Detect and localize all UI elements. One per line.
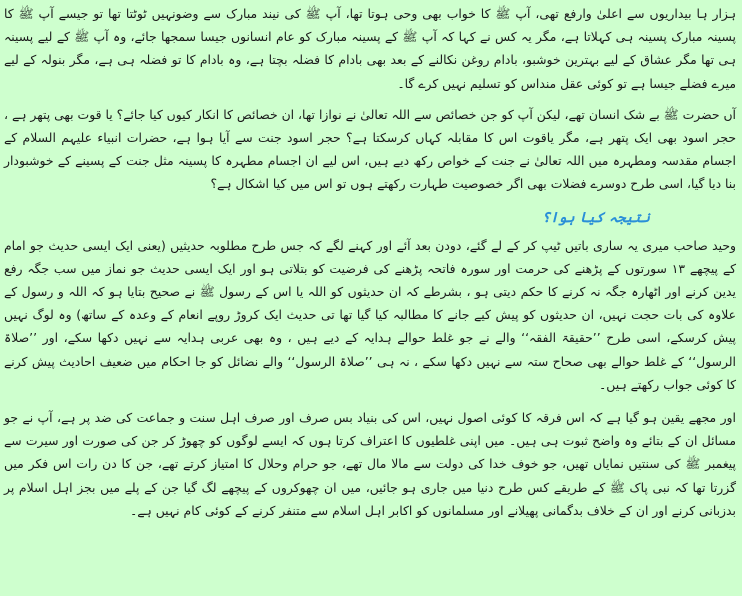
paragraph-2: آں حضرت ﷺ بے شک انسان تھے، لیکن آپ کو جن خصائص سے اللہ تعالیٰ نے نوازا تھا، ان خصائص کا انکار کیوں کیا جائے؟ یا قوت بھی پتھر ہے ، حجر اسود بھی ایک پتھر ہے، مگر یاقوت اس کا مقابلہ کہاں کرسکتا ہے؟ حجر اسود جنت سے آیا ہوا ہے، حضرات انبیاء علیہم السلام کے اجسام مقدسہ ومطہرہ میں اللہ تعالیٰ نے جنت کے خواص رکھ دیے ہیں، اس لیے ان اجسام مطہرہ کا پسینہ مثل جنت کے پسینے کے خوشبودار بنا دیا گیا، اسی طرح دوسرے فضلات بھی اگر خصوصیت طہارت رکھتے ہوں تو اس میں کیا اشکال ہے؟ (4, 106, 736, 192)
paragraph-gap (4, 95, 736, 103)
section-heading: نتیجہ کیا ہوا؟ (541, 209, 650, 226)
paragraph-gap (4, 396, 736, 406)
paragraph-3: وحید صاحب میری یہ ساری باتیں ٹیپ کر کے لے گئے، دودن بعد آئے اور کہنے لگے کہ جس طرح مطلوبہ حدیثیں (یعنی ایک ایسی حدیث جو امام کے پیچھے ۱۳ سورتوں کے پڑھنے کی حرمت اور سورہ فاتحہ پڑھنے کی فرضیت کو بتلاتی ہو اور ایک ایسی حدیث جو نماز میں سب جگہ رفع یدین کرنے اور اٹھارہ جگہ نہ کرنے کا حکم دیتی ہو ، بشرطے کہ ان حدیثوں کو اللہ یا اس کے رسول ﷺ نے صحیح بتایا ہو کہ اللہ و رسول کے علاوہ کی بات حجت نہیں، ان حدیثوں کو پیش کیے جانے کا مطالبہ کیا گیا تھا تی حدیث ایک کروڑ روپے انعام کے وعدہ کے ساتھ) وہ لوگ نہیں پیش کرسکے، اسی طرح ’’حقیقۃ الفقہ‘‘ والے نے جو غلط حوالے ہدایہ کے دیے ہیں ، وہ بھی عربی ہدایہ سے نہیں دکھا سکے، اور ’’صلاۃ الرسول‘‘ کے غلط حوالے بھی صحاح ستہ سے نہیں دکھا سکے ، نہ ہی ’’صلاۃ الرسول‘‘ والے نضائل کو جا احکام میں ضعیف احادیث پیش کرنے کا کوئی جواب رکھتے ہیں۔ (4, 237, 736, 392)
paragraph-4: اور مجھے یقین ہو گیا ہے کہ اس فرقہ کا کوئی اصول نہیں، اس کی بنیاد بس صرف اور صرف اہل سنت و جماعت کی ضد پر ہے، آپ نے جو مسائل ان کے بتائے وہ واضح ثبوت ہی ہیں۔ میں اپنی غلطیوں کا اعتراف کرتا ہوں کہ ایسے لوگوں کو چھوڑ کر جن کی صورت اور سیرت سے پیغمبر ﷺ کی سنتیں نمایاں تھیں، جو خوف خدا کی دولت سے مالا مال تھے، جو حرام وحلال کا امتیاز کرتے تھے، جن کا دن رات اس فکر میں گزرتا تھا کہ نبی پاک ﷺ کے طریقے کس طرح دنیا میں جاری ہو جائیں، میں ان چھوکروں کے پیچھے لگ گیا جن کے پلے میں بجز اہل اسلام پر بدزبانی کرنے اور ان کے خلاف بدگمانی پھیلانے اور مسلمانوں کو اکابر اہل اسلام سے متنفر کرنے کے کوئی کام نہیں ہے۔ (4, 410, 736, 518)
paragraph-1: ہزار ہا بیداریوں سے اعلیٰ وارفع تھی، آپ ﷺ کا خواب بھی وحی ہوتا تھا، آپ ﷺ کی نیند مبارک سے وضونہیں ٹوٹتا تھا تو جیسے آپ ﷺ کا پسینہ مبارک پسینہ ہی کہلاتا ہے، مگر یہ کس نے کہا کہ آپ ﷺ کے پسینہ مبارک کو عام انسانوں جیسا سمجھا جائے، وہ آپ ﷺ کے لیے پسینہ ہی تھا مگر عشاق کے لیے بہترین خوشبو، بادام روغن نکالنے کے بعد بھی بادام کا فضلہ بچتا ہے، وہ بادام کا تو فضلہ ہی ہے، مگر بنولہ کے لیے میرے فضلے جیسا ہے تو کوئی عقل منداس کو تسلیم نہیں کرے گا۔ (4, 6, 736, 91)
